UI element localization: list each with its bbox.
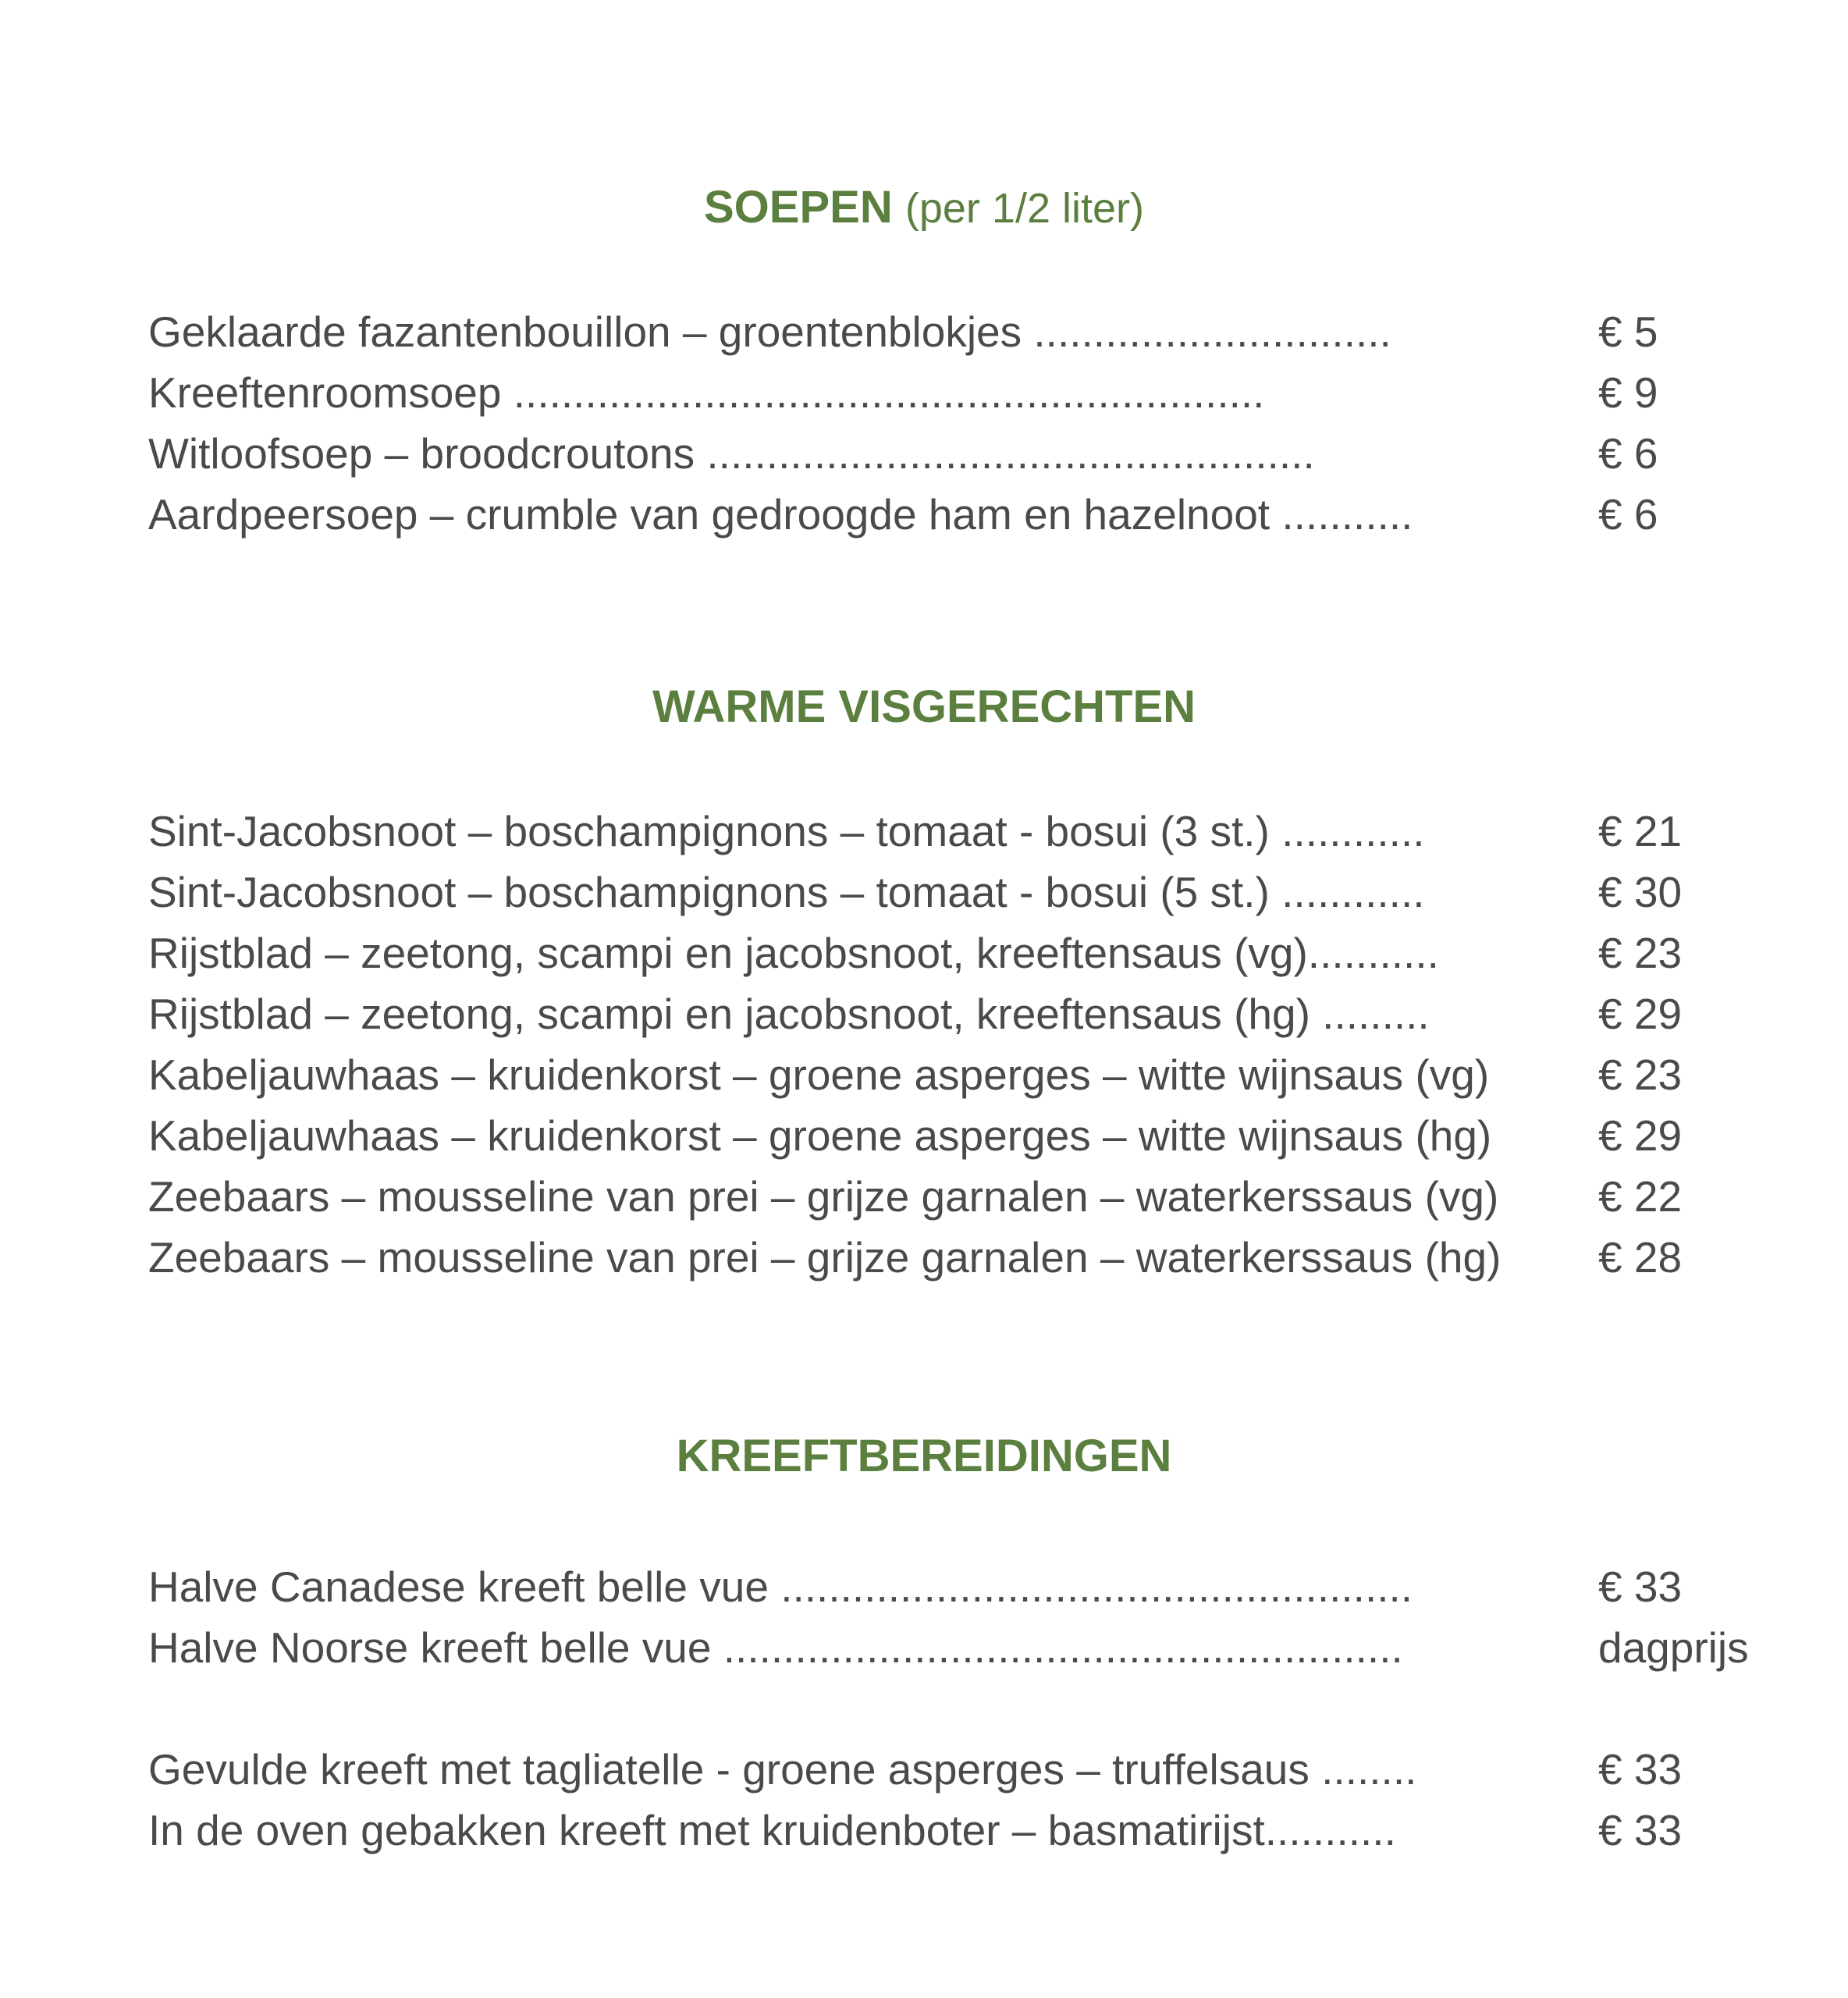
menu-item-price: € 23	[1598, 1051, 1683, 1099]
section-title-warme-visgerechten	[0, 676, 1848, 738]
menu-item	[148, 1617, 1803, 1678]
menu-item-name: Halve Noorse kreeft belle vue .........................................................	[148, 1623, 1403, 1672]
menu-item	[148, 1227, 1803, 1288]
menu-item-name: Kreeftenroomsoep ...............................................................	[148, 368, 1265, 417]
menu-item-price: € 29	[1598, 1111, 1683, 1160]
menu-item	[148, 1800, 1803, 1861]
menu-item-name: Rijstblad – zeetong, scampi en jacobsnoot, kreeftensaus (vg)...........	[148, 929, 1439, 977]
section-title-soepen	[0, 176, 1848, 240]
menu-item-price: € 6	[1598, 429, 1658, 478]
menu-item-name: Gevulde kreeft met tagliatelle - groene asperges – truffelsaus ........	[148, 1745, 1417, 1794]
menu-item-price: € 33	[1598, 1562, 1683, 1611]
menu-item-name: Rijstblad – zeetong, scampi en jacobsnoot, kreeftensaus (hg) .........	[148, 990, 1430, 1038]
section-items-soepen	[148, 301, 1803, 545]
menu-item	[148, 983, 1803, 1044]
menu-item-name: Geklaarde fazantenbouillon – groentenblokjes ..............................	[148, 308, 1391, 356]
menu-item-price: € 22	[1598, 1172, 1683, 1221]
menu-item-price: € 28	[1598, 1233, 1683, 1282]
menu-item-price: € 6	[1598, 490, 1658, 539]
menu-item-name: Sint-Jacobsnoot – boschampignons – tomaat - bosui (5 st.) ............	[148, 868, 1425, 916]
section-title-text: SOEPEN	[704, 182, 893, 233]
menu-item	[148, 301, 1803, 362]
menu-item-price: € 21	[1598, 807, 1683, 855]
menu-item	[148, 362, 1803, 423]
menu-item-price: € 9	[1598, 368, 1658, 417]
menu-item-name: Witloofsoep – broodcroutons ...................................................	[148, 429, 1315, 478]
menu-item	[148, 1105, 1803, 1166]
menu-item	[148, 862, 1803, 923]
section-title-text: KREEFTBEREIDINGEN	[676, 1431, 1172, 1481]
menu-item	[148, 801, 1803, 862]
menu-item	[148, 1044, 1803, 1105]
menu-item-name: Sint-Jacobsnoot – boschampignons – tomaat - bosui (3 st.) ............	[148, 807, 1425, 855]
menu-item-price: € 5	[1598, 308, 1658, 356]
menu-item-price: € 33	[1598, 1806, 1683, 1854]
menu-item	[148, 1556, 1803, 1617]
menu-item-name: Zeebaars – mousseline van prei – grijze garnalen – waterkerssaus (vg)	[148, 1172, 1499, 1221]
menu-item-name: Kabeljauwhaas – kruidenkorst – groene asperges – witte wijnsaus (vg)	[148, 1051, 1490, 1099]
menu-item-name: Kabeljauwhaas – kruidenkorst – groene asperges – witte wijnsaus (hg)	[148, 1111, 1492, 1160]
menu-item	[148, 423, 1803, 484]
menu-item-price: € 23	[1598, 929, 1683, 977]
section-title-kreeftbereidingen	[0, 1425, 1848, 1488]
menu-item	[148, 484, 1803, 545]
section-items-warme-visgerechten	[148, 801, 1803, 1288]
section-title-text: WARME VISGERECHTEN	[652, 681, 1196, 732]
menu-item-price: € 33	[1598, 1745, 1683, 1794]
menu-item-name: Aardpeersoep – crumble van gedroogde ham en hazelnoot ...........	[148, 490, 1413, 539]
menu-item-price: € 30	[1598, 868, 1683, 916]
menu-item-name: Halve Canadese kreeft belle vue .....................................................	[148, 1562, 1413, 1611]
menu-item	[148, 923, 1803, 983]
item-spacer	[148, 1678, 1803, 1739]
menu-item-price: dagprijs	[1598, 1623, 1749, 1672]
section-title-note: (per 1/2 liter)	[904, 185, 1144, 232]
section-items-kreeftbereidingen	[148, 1556, 1803, 1861]
menu-item	[148, 1166, 1803, 1227]
menu-item	[148, 1739, 1803, 1800]
menu-item-price: € 29	[1598, 990, 1683, 1038]
menu-item-name: Zeebaars – mousseline van prei – grijze garnalen – waterkerssaus (hg)	[148, 1233, 1502, 1282]
menu-item-name: In de oven gebakken kreeft met kruidenboter – basmatirijst...........	[148, 1806, 1396, 1854]
